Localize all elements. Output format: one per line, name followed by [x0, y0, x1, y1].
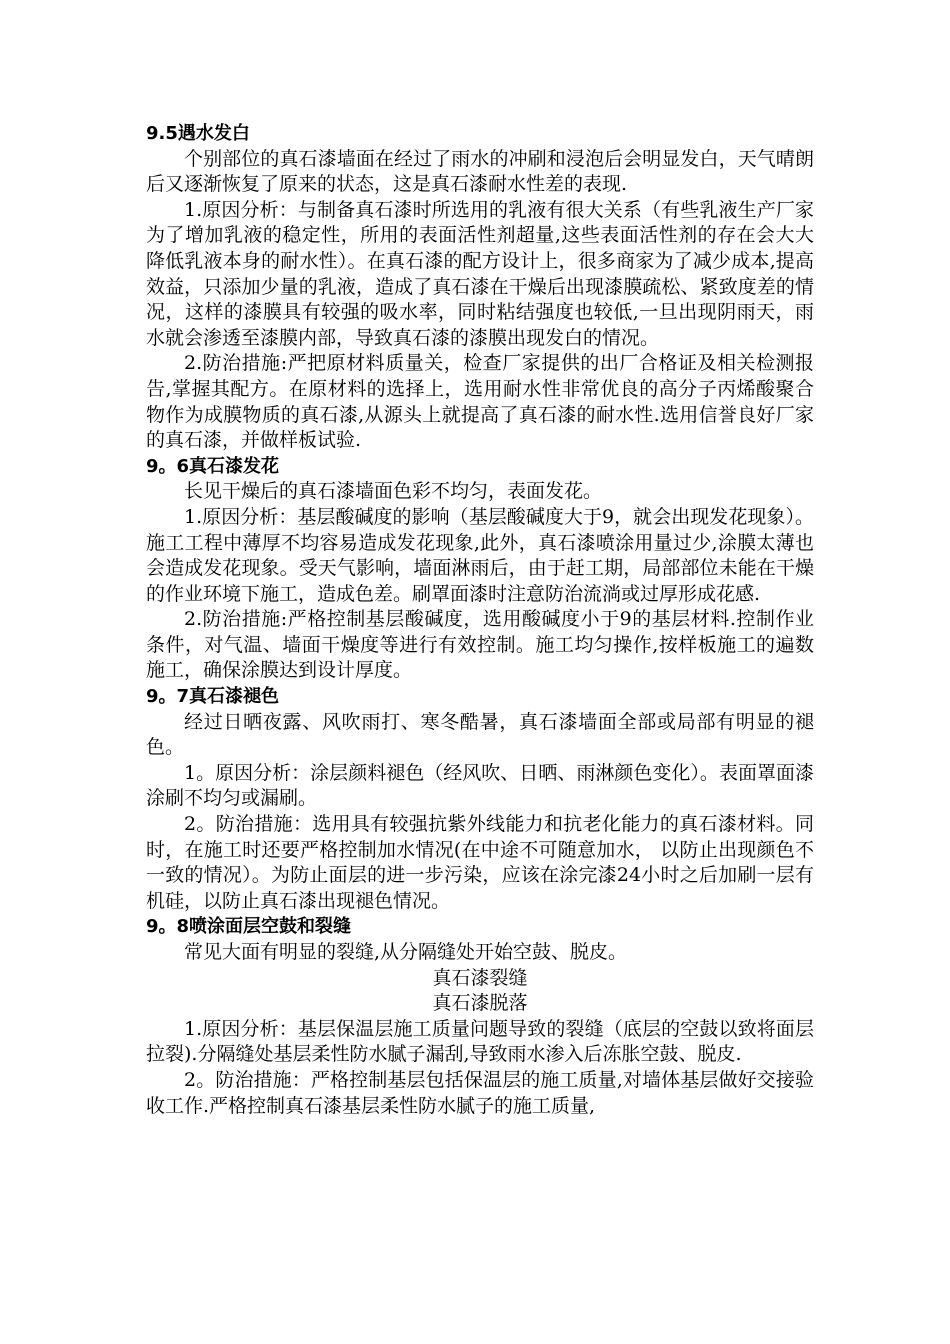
paragraph: 个别部位的真石漆墙面在经过了雨水的冲刷和浸泡后会明显发白，天气晴朗后又逐渐恢复了原来的状态，这是真石漆耐水性差的表现.	[146, 147, 814, 196]
paragraph: 经过日晒夜露、风吹雨打、寒冬酷暑，真石漆墙面全部或局部有明显的褪色。	[146, 710, 814, 759]
paragraph: 2.防治措施:严格控制基层酸碱度，选用酸碱度小于9的基层材料.控制作业条件，对气温、墙面干燥度等进行有效控制。施工均匀操作,按样板施工的遍数施工，确保涂膜达到设计厚度。	[146, 608, 814, 682]
paragraph: 长见干燥后的真石漆墙面色彩不均匀，表面发花。	[184, 480, 603, 503]
paragraph: 1。原因分析：涂层颜料褪色（经风吹、日晒、雨淋颜色变化）。表面罩面漆涂刷不均匀或漏刷。	[146, 761, 814, 810]
paragraph: 2。防治措施：严格控制基层包括保温层的施工质量,对墙体基层做好交接验收工作.严格控制真石漆基层柔性防水腻子的施工质量,	[146, 1068, 814, 1117]
paragraph: 2。防治措施：选用具有较强抗紫外线能力和抗老化能力的真石漆材料。同时，在施工时还要严格控制加水情况(在中途不可随意加水， 以防止出现颜色不一致的情况）。为防止面层的进一步污染，应该在涂完漆24小时之后加刷一层有机硅，以防止真石漆出现褪色情况。	[146, 813, 814, 912]
paragraph: 常见大面有明显的裂缝,从分隔缝处开始空鼓、脱皮。	[184, 941, 628, 963]
paragraph: 1.原因分析：基层酸碱度的影响（基层酸碱度大于9，就会出现发花现象）。施工工程中薄厚不均容易造成发花现象,此外，真石漆喷涂用量过少,涂膜太薄也会造成发花现象。受天气影响，墙面淋雨后，由于赶工期，局部部位未能在干燥的作业环境下施工，造成色差。刷罩面漆时注意防治流淌或过厚形成花感.	[146, 505, 814, 605]
section-heading-9-8: 9。8喷涂面层空鼓和裂缝	[146, 916, 352, 938]
paragraph: 2.防治措施:严把原材料质量关，检查厂家提供的出厂合格证及相关检测报告,掌握其配方。在原材料的选择上，选用耐水性非常优良的高分子丙烯酸聚合物作为成膜物质的真石漆,从源头上就提高了真石漆的耐水性.选用信誉良好厂家的真石漆，并做样板试验.	[146, 352, 814, 452]
paragraph: 1.原因分析：基层保温层施工质量问题导致的裂缝（底层的空鼓以致将面层拉裂).分隔缝处基层柔性防水腻子漏刮,导致雨水渗入后冻胀空鼓、脱皮.	[146, 1017, 814, 1066]
section-heading-9-6: 9。6真石漆发花	[146, 455, 280, 477]
paragraph: 1.原因分析：与制备真石漆时所选用的乳液有很大关系（有些乳液生产厂家为了增加乳液的稳定性，所用的表面活性剂超量,这些表面活性剂的存在会大大降低乳液本身的耐水性）。在真石漆的配方设计上，很多商家为了减少成本,提高效益，只添加少量的乳液，造成了真石漆在干燥后出现漆膜疏松、紧致度差的情况，这样的漆膜具有较强的吸水率，同时粘结强度也较低,一旦出现阴雨天，雨水就会渗透至漆膜内部，导致真石漆的漆膜出现发白的情况。	[146, 198, 814, 349]
section-heading-9-7: 9。7真石漆褪色	[146, 686, 280, 708]
figure-caption: 真石漆裂缝	[432, 966, 528, 989]
document-page	[146, 121, 814, 1119]
section-heading-9-5: 9.5遇水发白	[146, 123, 250, 144]
figure-caption: 真石漆脱落	[432, 992, 528, 1015]
